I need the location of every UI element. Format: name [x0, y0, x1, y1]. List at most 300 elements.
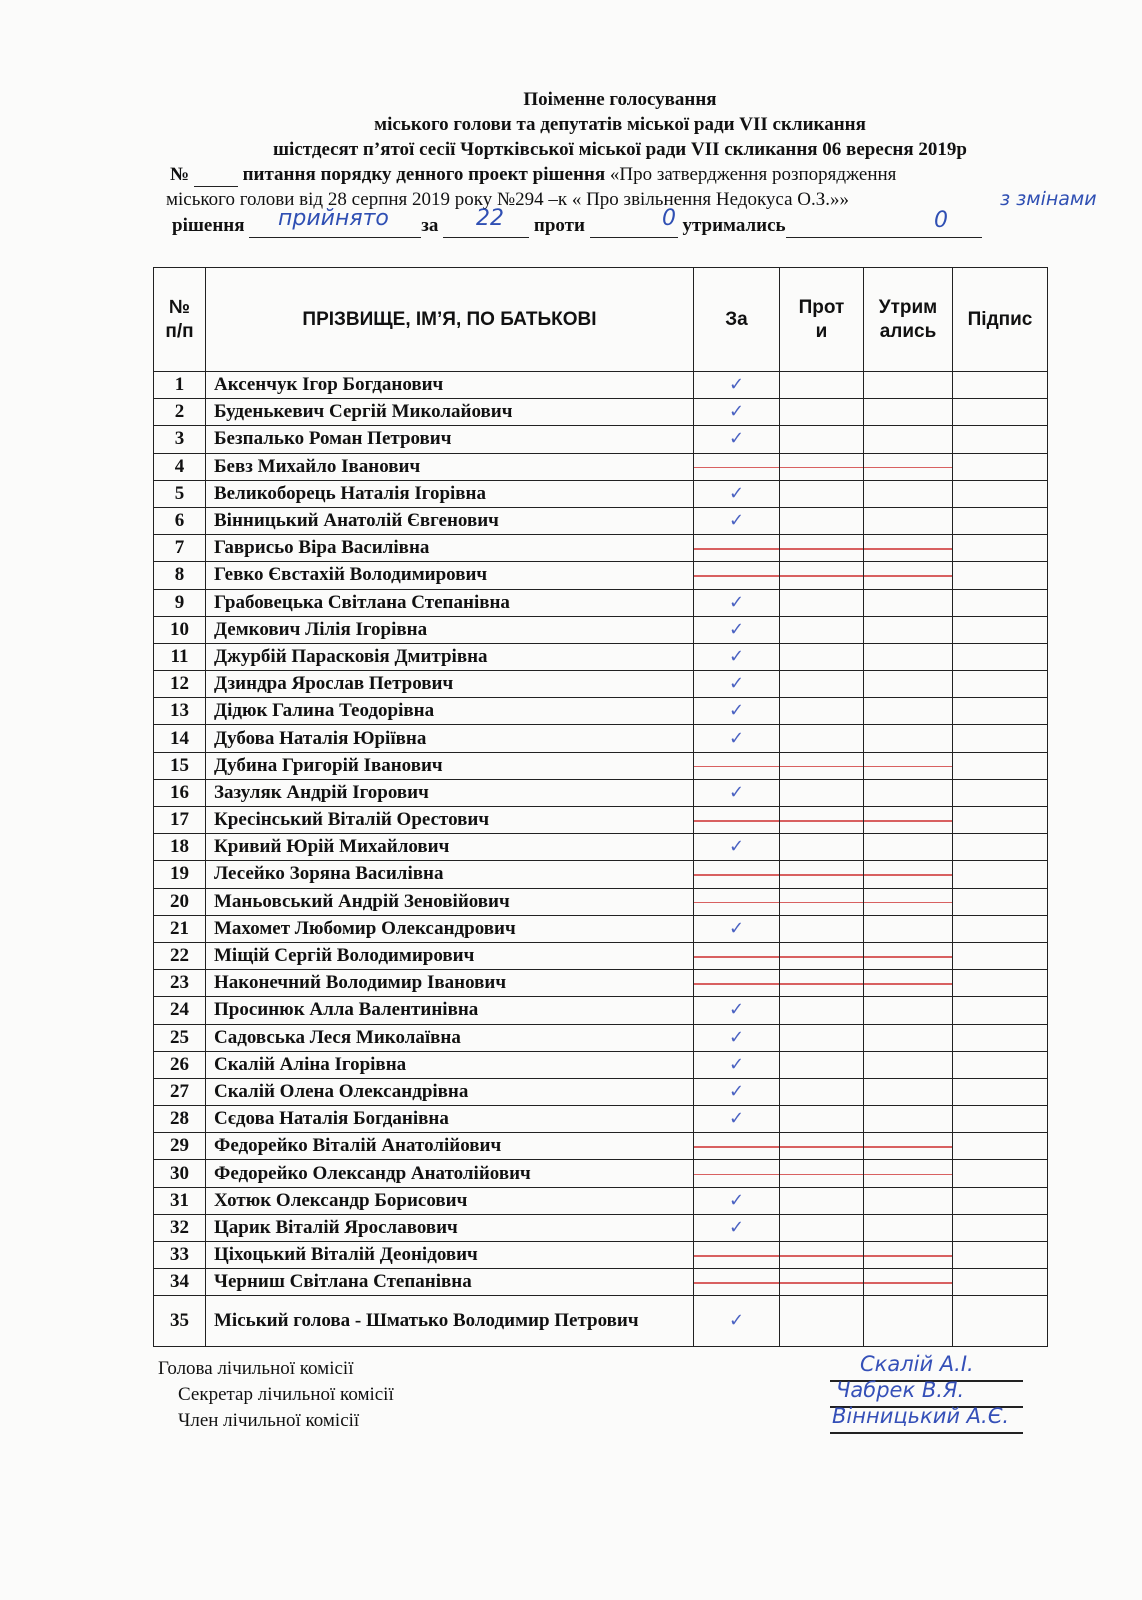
vote-cell-against — [780, 1242, 864, 1269]
check-mark-icon: ✓ — [728, 510, 745, 532]
dash-line — [864, 902, 952, 904]
vote-cell-against — [780, 535, 864, 562]
vote-cell-for — [694, 562, 780, 589]
row-name: Аксенчук Ігор Богданович — [206, 372, 694, 399]
vote-cell-for — [694, 1296, 780, 1347]
row-name: Дубова Наталія Юріївна — [206, 725, 694, 752]
vote-cell-abstained — [864, 698, 953, 725]
row-number: 29 — [154, 1133, 206, 1160]
vote-cell-abstained — [864, 1160, 953, 1187]
vote-cell-abstained — [864, 671, 953, 698]
table-row — [154, 1024, 1048, 1051]
signature-cell — [953, 1106, 1048, 1133]
dash-line — [864, 1146, 952, 1148]
table-row — [154, 915, 1048, 942]
signature-cell — [953, 861, 1048, 888]
decision-value: прийнято — [278, 206, 389, 231]
dash-line — [780, 874, 863, 876]
vote-cell-abstained — [864, 942, 953, 969]
row-number: 6 — [154, 507, 206, 534]
check-mark-icon: ✓ — [728, 700, 745, 722]
row-name: Лесейко Зоряна Василівна — [206, 861, 694, 888]
vote-cell-for — [694, 399, 780, 426]
check-mark-icon: ✓ — [728, 618, 745, 640]
table-row — [154, 589, 1048, 616]
vote-cell-against — [780, 942, 864, 969]
dash-line — [864, 874, 952, 876]
row-name: Гаврисьо Віра Василівна — [206, 535, 694, 562]
dash-line — [864, 1255, 952, 1257]
vote-cell-for — [694, 480, 780, 507]
doc-subtitle: міського голови та депутатів міської ради VII скликання — [374, 114, 866, 135]
vote-cell-abstained — [864, 861, 953, 888]
signature-cell — [953, 616, 1048, 643]
row-name: Міський голова - Шматько Володимир Петрович — [206, 1296, 694, 1347]
signature-cell — [953, 834, 1048, 861]
dash-line — [864, 1174, 952, 1176]
vote-cell-against — [780, 752, 864, 779]
vote-cell-for — [694, 861, 780, 888]
table-row — [154, 1160, 1048, 1187]
vote-cell-against — [780, 453, 864, 480]
check-mark-icon: ✓ — [728, 1310, 745, 1332]
dash-line — [780, 1146, 863, 1148]
secretary-name: Чабрек В.Я. — [836, 1378, 965, 1402]
vote-cell-against — [780, 562, 864, 589]
row-name: Черниш Світлана Степанівна — [206, 1269, 694, 1296]
table-row — [154, 1133, 1048, 1160]
vote-cell-abstained — [864, 725, 953, 752]
dash-line — [864, 1282, 952, 1284]
row-name: Безпалько Роман Петрович — [206, 426, 694, 453]
vote-cell-for — [694, 1242, 780, 1269]
vote-cell-abstained — [864, 807, 953, 834]
row-number: 16 — [154, 779, 206, 806]
row-number: 18 — [154, 834, 206, 861]
vote-cell-abstained — [864, 535, 953, 562]
check-mark-icon: ✓ — [728, 401, 745, 423]
vote-cell-against — [780, 834, 864, 861]
dash-line — [864, 575, 952, 577]
table-row — [154, 1106, 1048, 1133]
row-number: 17 — [154, 807, 206, 834]
check-mark-icon: ✓ — [728, 727, 745, 749]
agenda-line-2 — [166, 188, 849, 212]
vote-cell-against — [780, 970, 864, 997]
dash-line — [694, 1174, 779, 1176]
signature-cell — [953, 426, 1048, 453]
signature-cell — [953, 915, 1048, 942]
row-number: 24 — [154, 997, 206, 1024]
abstained-blank — [786, 217, 982, 238]
vote-cell-for — [694, 915, 780, 942]
vote-cell-for — [694, 453, 780, 480]
row-name: Махомет Любомир Олександрович — [206, 915, 694, 942]
vote-cell-abstained — [864, 399, 953, 426]
signature-cell — [953, 698, 1048, 725]
signature-cell — [953, 643, 1048, 670]
check-mark-icon: ✓ — [728, 374, 745, 396]
dash-line — [780, 575, 863, 577]
dash-line — [864, 983, 952, 985]
for-label: за — [421, 215, 439, 236]
signature-cell — [953, 1160, 1048, 1187]
abstained-value: 0 — [934, 208, 948, 233]
signature-cell — [953, 453, 1048, 480]
row-name: Сєдова Наталія Богданівна — [206, 1106, 694, 1133]
table-row — [154, 372, 1048, 399]
row-name: Дубина Григорій Іванович — [206, 752, 694, 779]
vote-cell-for — [694, 1214, 780, 1241]
check-mark-icon: ✓ — [728, 1053, 745, 1075]
check-mark-icon: ✓ — [728, 1080, 745, 1102]
vote-table — [153, 267, 1048, 1347]
row-name: Федорейко Олександр Анатолійович — [206, 1160, 694, 1187]
dash-line — [694, 983, 779, 985]
table-row — [154, 725, 1048, 752]
signature-cell — [953, 507, 1048, 534]
signature-cell — [953, 970, 1048, 997]
vote-cell-for — [694, 888, 780, 915]
vote-cell-abstained — [864, 1051, 953, 1078]
row-name: Міщій Сергій Володимирович — [206, 942, 694, 969]
vote-cell-against — [780, 426, 864, 453]
check-mark-icon: ✓ — [728, 1189, 745, 1211]
doc-session-line: шістдесят п’ятої сесії Чортківської міської ради VII скликання 06 вересня 2019р — [273, 139, 967, 160]
signature-cell — [953, 1187, 1048, 1214]
check-mark-icon: ✓ — [728, 591, 745, 613]
row-number: 26 — [154, 1051, 206, 1078]
table-row — [154, 1214, 1048, 1241]
vote-cell-abstained — [864, 1214, 953, 1241]
check-mark-icon: ✓ — [728, 673, 745, 695]
vote-cell-for — [694, 970, 780, 997]
table-row — [154, 698, 1048, 725]
row-name: Маньовський Андрій Зеновійович — [206, 888, 694, 915]
vote-cell-for — [694, 698, 780, 725]
check-mark-icon: ✓ — [728, 428, 745, 450]
signature-cell — [953, 399, 1048, 426]
vote-cell-against — [780, 1214, 864, 1241]
row-name: Хотюк Олександр Борисович — [206, 1187, 694, 1214]
vote-cell-abstained — [864, 616, 953, 643]
row-number: 22 — [154, 942, 206, 969]
signature-cell — [953, 1242, 1048, 1269]
dash-line — [694, 1282, 779, 1284]
table-row — [154, 507, 1048, 534]
header-num: № п/п — [154, 268, 206, 372]
row-name: Ціхоцький Віталій Деонідович — [206, 1242, 694, 1269]
vote-cell-for — [694, 942, 780, 969]
signature-cell — [953, 752, 1048, 779]
vote-cell-for — [694, 997, 780, 1024]
table-row — [154, 752, 1048, 779]
table-row — [154, 1078, 1048, 1105]
vote-cell-against — [780, 1296, 864, 1347]
check-mark-icon: ✓ — [728, 836, 745, 858]
check-mark-icon: ✓ — [728, 1108, 745, 1130]
row-number: 15 — [154, 752, 206, 779]
dash-line — [780, 983, 863, 985]
signature-cell — [953, 372, 1048, 399]
vote-cell-against — [780, 807, 864, 834]
vote-cell-abstained — [864, 888, 953, 915]
chair-name: Скалій А.І. — [860, 1352, 974, 1376]
row-number: 11 — [154, 643, 206, 670]
row-name: Царик Віталій Ярославович — [206, 1214, 694, 1241]
dash-line — [780, 902, 863, 904]
table-row — [154, 426, 1048, 453]
row-number: 33 — [154, 1242, 206, 1269]
agenda-bold: питання порядку денного проект рішення — [242, 164, 606, 185]
vote-cell-for — [694, 1078, 780, 1105]
vote-cell-against — [780, 616, 864, 643]
signature-cell — [953, 1296, 1048, 1347]
row-number: 3 — [154, 426, 206, 453]
vote-cell-abstained — [864, 1296, 953, 1347]
vote-cell-for — [694, 1187, 780, 1214]
member-signature-line — [830, 1432, 1023, 1434]
vote-cell-for — [694, 372, 780, 399]
row-name: Зазуляк Андрій Ігорович — [206, 779, 694, 806]
vote-cell-against — [780, 372, 864, 399]
row-name: Демкович Лілія Ігорівна — [206, 616, 694, 643]
vote-cell-for — [694, 1051, 780, 1078]
dash-line — [780, 548, 863, 550]
vote-cell-for — [694, 1269, 780, 1296]
secretary-label: Секретар лічильної комісії — [178, 1384, 394, 1405]
dash-line — [780, 467, 863, 469]
table-row — [154, 616, 1048, 643]
table-row — [154, 562, 1048, 589]
signature-cell — [953, 1269, 1048, 1296]
vote-cell-for — [694, 1133, 780, 1160]
row-number: 8 — [154, 562, 206, 589]
vote-cell-abstained — [864, 507, 953, 534]
vote-cell-abstained — [864, 643, 953, 670]
agenda-line — [170, 163, 896, 187]
check-mark-icon: ✓ — [728, 1026, 745, 1048]
row-number: 14 — [154, 725, 206, 752]
vote-cell-for — [694, 1024, 780, 1051]
vote-cell-abstained — [864, 1133, 953, 1160]
check-mark-icon: ✓ — [728, 1216, 745, 1238]
table-row — [154, 1051, 1048, 1078]
vote-cell-abstained — [864, 779, 953, 806]
row-name: Кривий Юрій Михайлович — [206, 834, 694, 861]
table-row — [154, 997, 1048, 1024]
vote-cell-abstained — [864, 997, 953, 1024]
vote-cell-against — [780, 698, 864, 725]
vote-cell-for — [694, 1106, 780, 1133]
vote-cell-abstained — [864, 1187, 953, 1214]
member-label: Член лічильної комісії — [178, 1410, 360, 1431]
table-row — [154, 1296, 1048, 1347]
signature-cell — [953, 1078, 1048, 1105]
vote-cell-against — [780, 1269, 864, 1296]
row-name: Наконечний Володимир Іванович — [206, 970, 694, 997]
signature-cell — [953, 942, 1048, 969]
row-number: 20 — [154, 888, 206, 915]
table-row — [154, 453, 1048, 480]
vote-cell-against — [780, 1187, 864, 1214]
signature-cell — [953, 997, 1048, 1024]
vote-cell-abstained — [864, 1024, 953, 1051]
vote-cell-abstained — [864, 426, 953, 453]
table-row — [154, 888, 1048, 915]
row-number: 25 — [154, 1024, 206, 1051]
row-name: Федорейко Віталій Анатолійович — [206, 1133, 694, 1160]
vote-cell-for — [694, 507, 780, 534]
vote-cell-against — [780, 888, 864, 915]
vote-cell-against — [780, 399, 864, 426]
row-number: 1 — [154, 372, 206, 399]
dash-line — [694, 1146, 779, 1148]
agenda-note: з змінами — [1000, 188, 1097, 210]
signature-cell — [953, 1133, 1048, 1160]
vote-cell-abstained — [864, 834, 953, 861]
table-row — [154, 399, 1048, 426]
vote-cell-abstained — [864, 453, 953, 480]
vote-cell-against — [780, 1160, 864, 1187]
dash-line — [780, 956, 863, 958]
dash-line — [694, 874, 779, 876]
signature-cell — [953, 779, 1048, 806]
table-row — [154, 643, 1048, 670]
table-row — [154, 671, 1048, 698]
row-number: 2 — [154, 399, 206, 426]
signature-cell — [953, 1024, 1048, 1051]
vote-cell-for — [694, 752, 780, 779]
dash-line — [694, 467, 779, 469]
check-mark-icon: ✓ — [728, 482, 745, 504]
vote-cell-against — [780, 725, 864, 752]
signature-cell — [953, 888, 1048, 915]
table-row — [154, 535, 1048, 562]
vote-cell-abstained — [864, 562, 953, 589]
row-number: 13 — [154, 698, 206, 725]
vote-cell-for — [694, 807, 780, 834]
vote-cell-against — [780, 1024, 864, 1051]
signature-cell — [953, 807, 1048, 834]
vote-cell-against — [780, 997, 864, 1024]
row-name: Дідюк Галина Теодорівна — [206, 698, 694, 725]
agenda-text-2: міського голови від 28 серпня 2019 року №294 –к « Про звільнення Недокуса О.З.»» — [166, 189, 850, 210]
header-signature: Підпис — [953, 268, 1048, 372]
member-name: Вінницький А.Є. — [832, 1404, 1010, 1428]
vote-cell-against — [780, 480, 864, 507]
table-row — [154, 1269, 1048, 1296]
row-number: 30 — [154, 1160, 206, 1187]
table-row — [154, 807, 1048, 834]
vote-cell-for — [694, 725, 780, 752]
vote-cell-against — [780, 671, 864, 698]
agenda-text-1: «Про затвердження розпорядження — [609, 164, 897, 185]
header-abstained: Утримались — [864, 268, 953, 372]
row-number: 23 — [154, 970, 206, 997]
header-for: За — [694, 268, 780, 372]
table-row — [154, 1242, 1048, 1269]
vote-cell-abstained — [864, 589, 953, 616]
vote-cell-against — [780, 779, 864, 806]
table-row — [154, 779, 1048, 806]
signature-cell — [953, 671, 1048, 698]
dash-line — [694, 575, 779, 577]
signature-cell — [953, 1051, 1048, 1078]
row-number: 5 — [154, 480, 206, 507]
abstained-label: утримались — [682, 215, 786, 236]
row-name: Буденькевич Сергій Миколайович — [206, 399, 694, 426]
row-name: Просинюк Алла Валентинівна — [206, 997, 694, 1024]
signature-cell — [953, 535, 1048, 562]
signature-cell — [953, 480, 1048, 507]
vote-cell-abstained — [864, 970, 953, 997]
table-row — [154, 942, 1048, 969]
dash-line — [780, 820, 863, 822]
row-number: 4 — [154, 453, 206, 480]
row-number: 34 — [154, 1269, 206, 1296]
dash-line — [780, 766, 863, 768]
dash-line — [780, 1174, 863, 1176]
chair-label: Голова лічильної комісії — [158, 1358, 354, 1379]
vote-cell-for — [694, 1160, 780, 1187]
row-name: Скалій Аліна Ігорівна — [206, 1051, 694, 1078]
check-mark-icon: ✓ — [728, 999, 745, 1021]
row-name: Вінницький Анатолій Євгенович — [206, 507, 694, 534]
vote-cell-for — [694, 643, 780, 670]
dash-line — [694, 956, 779, 958]
no-label: № — [170, 164, 190, 185]
row-number: 19 — [154, 861, 206, 888]
row-number: 9 — [154, 589, 206, 616]
vote-cell-against — [780, 861, 864, 888]
row-name: Джурбій Парасковія Дмитрівна — [206, 643, 694, 670]
table-row — [154, 1187, 1048, 1214]
vote-cell-abstained — [864, 1106, 953, 1133]
vote-cell-against — [780, 507, 864, 534]
signature-cell — [953, 1214, 1048, 1241]
row-number: 21 — [154, 915, 206, 942]
check-mark-icon: ✓ — [728, 781, 745, 803]
dash-line — [694, 1255, 779, 1257]
row-name: Кресінський Віталій Орестович — [206, 807, 694, 834]
vote-cell-for — [694, 779, 780, 806]
vote-cell-against — [780, 589, 864, 616]
for-value: 22 — [476, 206, 504, 231]
decision-label: рішення — [172, 215, 245, 236]
vote-cell-abstained — [864, 915, 953, 942]
vote-cell-abstained — [864, 1078, 953, 1105]
table-row — [154, 480, 1048, 507]
table-header-row — [154, 268, 1048, 372]
dash-line — [694, 766, 779, 768]
row-number: 35 — [154, 1296, 206, 1347]
table-row — [154, 834, 1048, 861]
dash-line — [864, 766, 952, 768]
check-mark-icon: ✓ — [728, 645, 745, 667]
row-number: 10 — [154, 616, 206, 643]
row-number: 28 — [154, 1106, 206, 1133]
row-name: Гевко Євстахій Володимирович — [206, 562, 694, 589]
row-name: Скалій Олена Олександрівна — [206, 1078, 694, 1105]
vote-cell-for — [694, 426, 780, 453]
row-name: Великоборець Наталія Ігорівна — [206, 480, 694, 507]
dash-line — [694, 902, 779, 904]
vote-cell-for — [694, 834, 780, 861]
vote-cell-for — [694, 535, 780, 562]
signature-cell — [953, 725, 1048, 752]
row-number: 31 — [154, 1187, 206, 1214]
